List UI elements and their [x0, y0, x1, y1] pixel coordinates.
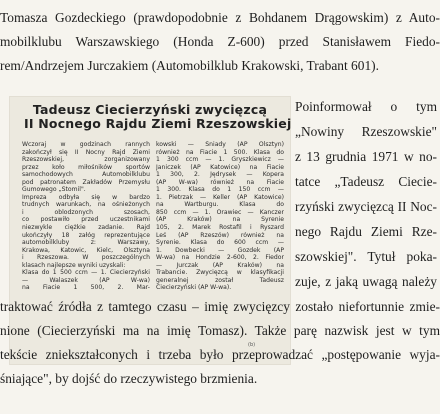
clipping-line: na Wartburgu. Klasa do	[156, 201, 284, 209]
clipping-line: na Fiacie 1 500, 2. Mar-	[22, 284, 150, 292]
body-text-line: Poinformował o tym	[295, 99, 437, 114]
clipping-line: również na Fiacie 1 500. Klasa do	[156, 148, 284, 156]
clipping-line: Gumowego „Stomil".	[22, 186, 86, 194]
clipping-line: 1 300, 2. Jędrysek — Kopera	[156, 171, 284, 179]
body-text-line: rzyński zwycięzcą II Noc-	[295, 199, 437, 214]
clipping-line: Impreza odbyła się w bardzo	[22, 193, 150, 201]
clipping-line: 1. Dowbecki — Gozdek (AP	[156, 246, 284, 254]
clipping-right-column	[156, 141, 284, 292]
clipping-line: Trabancie. Zwycięzcą w klasyfikacji	[156, 269, 284, 277]
clipping-line: generalnej został Tadeusz	[156, 276, 284, 284]
clipping-line: 850 ccm — 1. Orawiec — Kanczer	[156, 208, 284, 216]
clipping-left-column	[22, 141, 150, 292]
clipping-line: — Jurczak (AP Kraków) na	[156, 261, 284, 269]
clipping-line: niezwykle ciężkie zadanie. Rajd	[22, 224, 150, 232]
body-text-line: śniające", by dojść do rzeczywistego brzmienia.	[0, 371, 258, 386]
clipping-line: Klasa do 1 500 ccm — 1. Ciecierzyński	[22, 269, 150, 277]
body-text-line: szowskiej". Tytuł poka-	[295, 249, 437, 264]
clipping-line: kowski — Śniady (AP Olsztyn)	[156, 141, 284, 148]
clipping-line: co postawiło przed uczestnikami	[22, 216, 150, 224]
clipping-line: ukończyły 18 załóg reprezentujące	[22, 231, 150, 239]
clipping-line: (AP Kraków) na Syrenie	[156, 216, 284, 224]
clipping-line: Ciecierzyński (AP W-wa).	[156, 284, 232, 292]
clipping-line: i Rzeszowa. W poszczególnych	[22, 254, 150, 262]
clipping-line: 1 300 ccm — 1. Gryszkiewicz —	[156, 156, 284, 164]
clipping-line: Rzeszowskiej, zorganizowany	[22, 156, 150, 164]
clipping-line: Wczoraj w godzinach rannych	[22, 141, 150, 148]
body-text-line: tekście zniekształconych i trzeba było przeprowadzać „postępowanie wyja-	[0, 347, 440, 362]
body-text-line: nione (Ciecierzyński ma na imię Tomasz). Także parę nazwisk jest w tym	[0, 323, 440, 338]
clipping-line: 105, 2. Marek Rostafil i Ryszard	[156, 224, 284, 232]
clipping-headline: II Nocnego Rajdu Ziemi Rzeszowskiej	[24, 116, 292, 131]
clipping-line: Syrenie. Klasa do 600 ccm —	[156, 239, 284, 247]
clipping-signature: (b)	[248, 342, 256, 348]
clipping-line: klasach najlepsze wyniki uzyskali:	[22, 261, 126, 269]
body-text-line: z 13 grudnia 1971 w no-	[295, 149, 437, 164]
body-text-line: nego Rajdu Ziemi Rze-	[295, 224, 437, 239]
clipping-line: zakończył się II Nocny Rajd Ziemi	[22, 148, 150, 156]
clipping-line: — Walaszek (AP W-wa)	[22, 276, 150, 284]
body-text-line: rem/Andrzejem Jurczakiem (Automobilklub Krakowski, Trabant 601).	[0, 58, 379, 73]
body-text-line: „Nowiny Rzeszowskie"	[295, 124, 437, 139]
clipping-line: automobilkluby z: Warszawy,	[22, 239, 150, 247]
clipping-line: pod patronatem Zakładów Przemysłu	[22, 178, 150, 186]
body-text-line: tatce „Tadeusz Ciecie-	[295, 174, 437, 189]
clipping-line: trudnych warunkach, na ośnieżonych	[22, 201, 150, 209]
body-text-line: Tomasza Gozdeckiego (prawdopodobnie z Bohdanem Drągowskim) z Auto-	[0, 10, 440, 25]
clipping-line: 1 300. Klasa do 1 150 ccm —	[156, 186, 284, 194]
clipping-headline: Tadeusz Ciecierzyński zwycięzcą	[32, 102, 268, 117]
clipping-line: W-wa) na Hondzie 2-600, 2. Fiedor	[156, 254, 284, 262]
clipping-line: i oblodzonych szosach,	[22, 208, 150, 216]
clipping-line: Janiczek (AP Katowice) na Fiacie	[156, 163, 284, 171]
clipping-line: Leś (AP Rzeszów) również na	[156, 231, 284, 239]
clipping-line: 1. Pietrzak — Keller (AP Katowice)	[156, 193, 284, 201]
clipping-line: samochodowych Automobilklubu	[22, 171, 150, 179]
clipping-line: (AP W-wa) również na Fiacie	[156, 178, 284, 186]
clipping-line: przez koło miłośników sportów	[22, 163, 150, 171]
body-text-line: traktować źródła z tamtego czasu – imię zwycięzcy zostało niefortunnie zmie-	[0, 299, 440, 314]
clipping-line: Krakowa, Katowic, Kielc, Olsztyna	[22, 246, 150, 254]
body-text-line: zuje, z jaką uwagą należy	[295, 274, 437, 289]
body-text-line: mobilklubu Warszawskiego (Honda Z-600) przed Stanisławem Fiedo-	[0, 34, 440, 49]
